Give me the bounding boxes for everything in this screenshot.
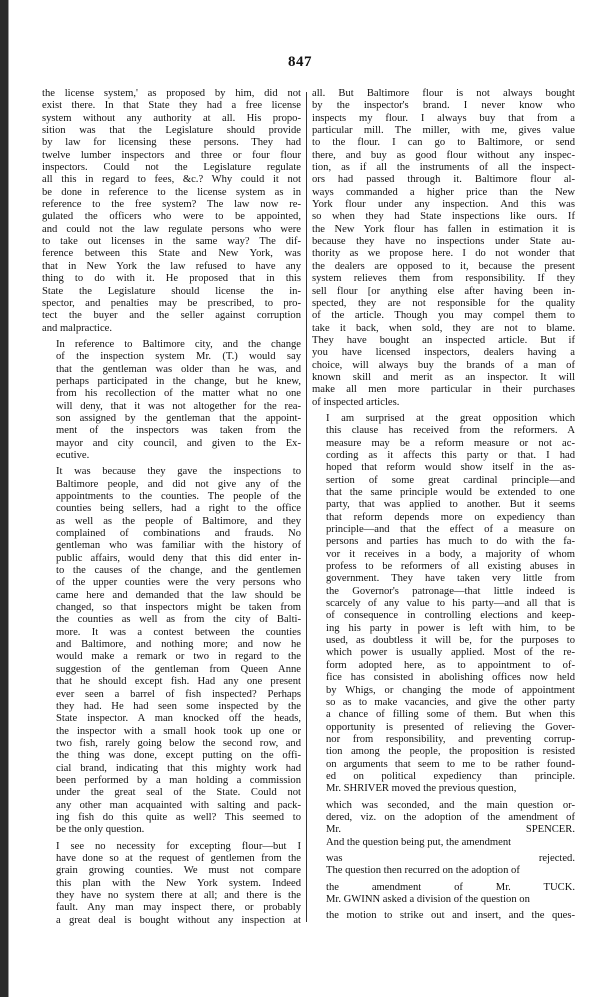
text-line: York flour under any inspection. And this was — [312, 199, 575, 211]
text-line: ors had passed through it. Baltimore flour al- — [312, 174, 575, 186]
text-line: cording as it affects this party or that. I had — [326, 449, 575, 461]
text-line: to take out licenses in the same way? The dif- — [42, 236, 301, 248]
paragraph-continued — [312, 88, 575, 409]
text-line: the Governor's patronage—that little indeed is — [326, 585, 575, 597]
column-divider — [306, 92, 307, 922]
paragraph-reformers — [312, 413, 575, 796]
text-line: particular mill. The miller, with me, gives value — [312, 125, 575, 137]
text-line: have done so at the request of gentlemen from the — [56, 852, 301, 864]
text-line: you have licensed inspectors, dealers having a — [312, 347, 575, 359]
text-line: which power is usually applied. Most of the re- — [326, 647, 575, 659]
text-line: inspectors. Could not the Legislature regulate — [42, 162, 301, 174]
text-line: Baltimore people, and did not give any of the — [56, 478, 301, 490]
text-line: to the causes of the change, and the gentlemen — [56, 565, 301, 577]
text-line: so as to make vacancies, and give the other party — [326, 696, 575, 708]
text-line: choice, will always buy the brands of a man of — [312, 359, 575, 371]
text-line: twelve lumber inspectors and three or four flour — [42, 149, 301, 161]
text-line: that the same principle would be extended to one — [326, 487, 575, 498]
text-line: tion, as if all the instruments of all the inspect- — [312, 162, 575, 174]
text-line: under the great seal of the State. Could not — [56, 787, 301, 799]
text-line: of inspected articles. — [312, 396, 400, 408]
paragraph-gwinn-division — [312, 910, 575, 922]
text-line: would make a remark or two in regard to the — [56, 651, 301, 663]
text-line: two fish, rarely going below the second row, and — [56, 737, 301, 749]
text-line: ing fish do this quite as well? This seemed to — [56, 811, 301, 823]
text-line: which was seconded, and the main question or- — [326, 799, 575, 811]
text-line: take it back, when sold, they are not to blame. — [312, 322, 575, 334]
text-line: cial brand, indicating that this mighty work had — [56, 762, 301, 774]
text-line: I am surprised at the great opposition which — [326, 412, 575, 424]
text-line: dered, viz. on the adoption of the amendment of — [326, 811, 575, 823]
left-column — [42, 88, 301, 931]
text-line: by law for licensing these persons. They had — [42, 137, 301, 149]
text-line: that the gentleman was older than he was, and — [56, 363, 301, 375]
text-line: sition was that the Legislature should provide — [42, 125, 301, 137]
text-line: ference between this State and New York, was — [42, 248, 301, 260]
text-line: the New York flour has fallen in estimation it is — [312, 223, 575, 235]
text-line: and Baltimore, and nothing more; and now he — [56, 639, 301, 651]
text-line: ing his party in power is left with him, to be — [326, 622, 575, 634]
text-line: tion among the people, the proposition is resisted — [326, 746, 575, 758]
text-line: on arguments that seem to me to be rather found- — [326, 758, 575, 770]
text-line: Mr. SHRIVER moved the previous question, — [326, 783, 517, 795]
text-line: thing to do with it. He proposed that in this — [42, 273, 301, 285]
text-line: that in New York the law refused to have any — [42, 260, 301, 272]
text-line: will deny, that it was not altogether for the rea- — [56, 400, 301, 412]
text-line: State inspector. A man knocked off the heads, — [56, 713, 301, 725]
text-line: the amendment of Mr. TUCK. — [326, 881, 575, 893]
text-line: perhaps participated in the change, but he knew, — [56, 375, 301, 387]
text-line: they have no system there at all; and there is the — [56, 890, 301, 901]
text-line: of the inspection system Mr. (T.) would say — [56, 351, 301, 363]
text-line: grain growing counties. We must not compare — [56, 865, 301, 877]
text-line: sertion of some great cardinal principle—and — [326, 474, 575, 486]
text-line: of the upper counties were the very persons who — [56, 577, 301, 589]
text-line: the thing was done, except putting on the offi- — [56, 750, 301, 762]
text-line: a great deal is bought without any inspection at — [56, 914, 301, 926]
text-line: of consequence in controlling elections and keep- — [326, 610, 575, 622]
paragraph-excepting-flour — [42, 841, 301, 927]
text-line: public affairs, would deny that this did enter in- — [56, 552, 301, 564]
text-line: the license system,' as proposed by him, did not — [42, 88, 301, 99]
text-line: party, that was applied to another. But it seems — [326, 499, 575, 511]
text-line: all. But Baltimore flour is not always bought — [312, 88, 575, 99]
text-line: they had. He had seen some inspected by the — [56, 700, 301, 712]
text-line: and malpractice. — [42, 322, 112, 334]
text-line: gentleman who was familiar with the history of — [56, 540, 301, 552]
text-line: nor from responsibility, and preventing corrup- — [326, 733, 575, 745]
right-column — [312, 88, 575, 927]
text-line: used, as doubtless it will be, for the purposes to — [326, 635, 575, 647]
paragraph-shriver-motion — [312, 800, 575, 849]
text-line: gulated the officers who were to be appointed, — [42, 211, 301, 223]
text-line: ways commanded a higher price than the New — [312, 186, 575, 198]
text-line: tect the buyer and the seller against corruption — [42, 310, 301, 322]
text-line: They have bought an inspected article. But if — [312, 334, 575, 346]
text-line: ed on political expediency than principle. — [326, 770, 575, 782]
paragraph-baltimore-city — [42, 339, 301, 462]
text-line: there, and buy as good flour without any inspec- — [312, 149, 575, 161]
text-line: and could not the law regulate persons who were — [42, 223, 301, 235]
text-line: spected, they are not responsible for the quality — [312, 297, 575, 309]
text-line: It was because they gave the inspections to — [56, 466, 301, 478]
text-line: the counties as well as from the city of Balti- — [56, 614, 301, 626]
text-line: been performed by a man holding a commission — [56, 774, 301, 786]
text-line: that reform depends more on expediency than — [326, 511, 575, 523]
text-line: hoped that reform would show itself in the as- — [326, 462, 575, 474]
text-line: fault. Any man may inspect there, or probably — [56, 902, 301, 914]
text-line: the inspector with a small hook took up one or — [56, 725, 301, 737]
text-line: The question then recurred on the adoption of — [326, 865, 520, 877]
text-line: by the inspector's brand. I never know who — [312, 100, 575, 112]
text-line: the dealers are opposed to it, because the present — [312, 260, 575, 272]
binding-shadow — [8, 0, 9, 997]
text-line: exist there. In that State they had a free license — [42, 100, 301, 112]
text-line: opportunity is presented of relieving the Gover- — [326, 721, 575, 733]
text-line: profess to be reformers of all existing abuses in — [326, 561, 575, 573]
text-line: system without any authority at all. His propo- — [42, 112, 301, 124]
text-line: mayor and city council, and given to the Ex- — [56, 437, 301, 449]
paragraph-continued — [42, 88, 301, 335]
text-line: government. They have taken very little from — [326, 573, 575, 585]
text-line: changed, so that inspectors might be taken from — [56, 602, 301, 614]
text-line: more. It was a contest between the counties — [56, 626, 301, 638]
text-line: so when they had State inspections like ours. If — [312, 211, 575, 223]
text-line: complained of combinations and frauds. No — [56, 528, 301, 540]
text-line: measure may be a reform measure or not ac- — [326, 437, 575, 449]
text-line: fice has consisted in abolishing offices now held — [326, 672, 575, 684]
text-line: counties being sellers, had a right to the office — [56, 503, 301, 515]
text-line: son assigned by the gentleman that the appoint- — [56, 412, 301, 424]
text-line: reference to the free system? The law now re- — [42, 199, 301, 211]
text-line: I see no necessity for excepting flour—but I — [56, 840, 301, 852]
paragraph-inspections — [42, 466, 301, 836]
page-number: 847 — [288, 54, 312, 70]
text-line: be the only question. — [56, 824, 145, 836]
text-line: make all men more particular in their purchases — [312, 384, 575, 396]
text-line: spector, and penalties may be prescribed, to pro- — [42, 297, 301, 309]
text-line: was rejected. — [326, 852, 575, 864]
text-line: thority as we propose here. I do not wonder that — [312, 248, 575, 260]
paragraph-amendment-rejected — [312, 853, 575, 878]
text-line: all this in regard to fees, &c.? Why could it not — [42, 174, 301, 186]
text-line: persons and parties has much to do with the fa- — [326, 536, 575, 548]
text-line: In reference to Baltimore city, and the change — [56, 338, 301, 350]
text-line: the motion to strike out and insert, and the ques- — [326, 910, 575, 922]
text-line: known skill and merit as an inspector. It will — [312, 371, 575, 383]
text-line: system relieves them from responsibility. If they — [312, 273, 575, 285]
text-line: Mr. SPENCER. — [326, 824, 575, 836]
text-line: form adopted here, as to appointment to of- — [326, 659, 575, 671]
text-line: this plan with the New York system. Indeed — [56, 877, 301, 889]
text-line: from his recollection of the matter what no one — [56, 388, 301, 400]
text-line: came here and demanded that the law should be — [56, 589, 301, 601]
text-line: ment of the inspectors was taken from the — [56, 425, 301, 437]
text-line: ever seen a barrel of fish inspected? Perhaps — [56, 688, 301, 700]
text-line: as well as the people of Baltimore, and they — [56, 515, 301, 527]
text-line: be done in reference to the license system as in — [42, 186, 301, 198]
text-line: inspects my flour. I always buy that from a — [312, 112, 575, 124]
paragraph-tuck-amendment — [312, 882, 575, 907]
text-line: a chance of filling some of them. But when this — [326, 709, 575, 721]
text-line: that he should except fish. Had any one present — [56, 676, 301, 688]
text-line: because they have no inspections under State au- — [312, 236, 575, 248]
text-line: vor it receives in a body, a majority of whom — [326, 548, 575, 560]
text-line: suggestion of the gentleman from Queen Anne — [56, 663, 301, 675]
text-line: of the article. Though you may compel them to — [312, 310, 575, 322]
book-binding-edge — [0, 0, 8, 997]
text-line: And the question being put, the amendment — [326, 836, 512, 848]
text-line: State the Legislature should license the in- — [42, 285, 301, 297]
text-line: Mr. GWINN asked a division of the question on — [326, 894, 530, 905]
text-line: sell flour [or anything else after having been in- — [312, 285, 575, 297]
text-line: scarcely of any value to his party—and all that is — [326, 598, 575, 610]
text-line: ecutive. — [56, 449, 90, 461]
text-line: appointments to the counties. The people of the — [56, 491, 301, 502]
text-line: to the flour. I can go to Baltimore, or send — [312, 137, 575, 149]
text-line: by Whigs, or changing the mode of appointment — [326, 684, 575, 696]
text-line: this clause has received from the reformers. A — [326, 425, 575, 437]
text-line: principle—and that the effect of a measure on — [326, 524, 575, 536]
text-line: any other man acquainted with salting and pack- — [56, 799, 301, 811]
